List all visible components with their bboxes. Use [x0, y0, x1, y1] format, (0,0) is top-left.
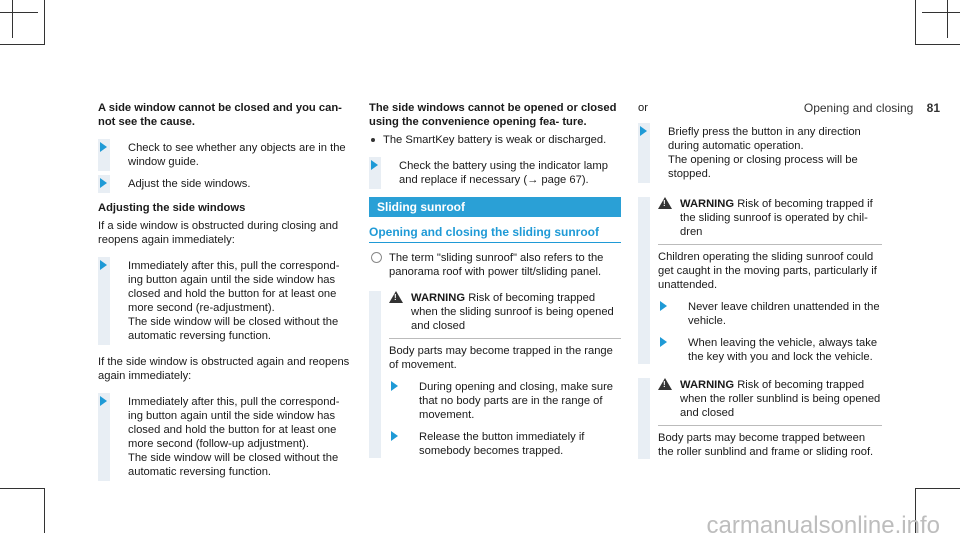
warning-label: WARNING: [680, 379, 735, 391]
crop-mark: [922, 12, 960, 13]
warning-box-children: [638, 197, 882, 364]
note-text: The term "sliding sunroof" also refers to the panorama roof with power tilt/sliding panel.: [389, 252, 604, 278]
warning-title: [389, 291, 621, 333]
crop-mark: [915, 488, 960, 489]
step-text: Check the battery using the indicator lamp and replace if necessary (→ page 67).: [399, 160, 608, 186]
warning-label: WARNING: [680, 198, 735, 210]
crop-mark: [915, 44, 960, 45]
warning-body: Body parts may become trapped between the roller sunblind and frame or sliding roof.: [658, 425, 882, 459]
heading-cannot-close: A side window cannot be closed and you can- not see the cause.: [98, 102, 342, 128]
step-arrow-icon: [640, 126, 647, 136]
warning-step-opening: [389, 380, 621, 422]
warning-box-sunblind: [638, 378, 882, 459]
step-result-text: The side window will be closed without the automatic reversing function.: [128, 452, 339, 478]
crop-mark: [44, 0, 45, 45]
warning-title: [658, 378, 882, 420]
crop-mark: [44, 488, 45, 533]
column-2: [369, 101, 621, 472]
crop-mark: [0, 488, 45, 489]
heading-convenience-opening: The side windows cannot be opened or closed using the convenience opening fea- ture.: [369, 102, 617, 128]
step-arrow-icon: [100, 178, 107, 188]
warning-label: WARNING: [411, 292, 466, 304]
step-text: During opening and closing, make sure that no body parts are in the range of movement.: [419, 381, 614, 421]
section-bar-sliding-sunroof: Sliding sunroof: [369, 197, 621, 217]
step-arrow-icon: [100, 142, 107, 152]
or-text: or: [638, 102, 648, 114]
warning-step-never-leave: [658, 300, 882, 328]
step-check-battery: [369, 159, 621, 187]
step-arrow-icon: [660, 301, 667, 311]
crop-mark: [12, 0, 13, 38]
warning-triangle-icon: [658, 197, 672, 209]
column-1: [98, 101, 353, 487]
step-adjust-windows: [98, 177, 353, 191]
paragraph-obstructed: If a side window is obstructed during closing and reopens again immediately:: [98, 220, 339, 246]
page-number: 81: [926, 101, 940, 115]
warning-box-sunroof: [369, 291, 621, 458]
step-text: Immediately after this, pull the correspond- ing button again until the side window has closed and hold the button for at least one more second (follow-up adjustment).: [128, 396, 340, 450]
note-sliding-sunroof: [369, 251, 621, 279]
step-text: When leaving the vehicle, always take the key with you and lock the vehicle.: [688, 337, 878, 363]
bullet-text: The SmartKey battery is weak or discharged.: [383, 134, 607, 146]
subheading-opening-closing: Opening and closing the sliding sunroof: [369, 225, 621, 243]
step-follow-up-adjustment: [98, 395, 353, 479]
bullet-smartkey: [369, 133, 621, 147]
warning-body: Body parts may become trapped in the range of movement.: [389, 338, 621, 372]
warning-title: [658, 197, 882, 239]
warning-triangle-icon: [389, 291, 403, 303]
warning-title-text: Risk of becoming trapped when the sliding sunroof is being opened and closed: [411, 292, 614, 332]
step-arrow-icon: [660, 337, 667, 347]
note-gear-icon: [371, 252, 382, 263]
crop-mark: [947, 0, 948, 38]
warning-triangle-icon: [658, 378, 672, 390]
column-3: [638, 101, 882, 473]
watermark-text: carmanualsonline.info: [706, 512, 940, 533]
step-arrow-icon: [100, 260, 107, 270]
step-text: Adjust the side windows.: [128, 178, 251, 190]
step-press-button: [638, 125, 882, 181]
paragraph-obstructed-again: If the side window is obstructed again and reopens again immediately:: [98, 356, 350, 382]
crop-mark: [0, 12, 38, 13]
step-result-text: The side window will be closed without the automatic reversing function.: [128, 316, 339, 342]
warning-title-text: Risk of becoming trapped when the roller sunblind is being opened and closed: [680, 379, 881, 419]
step-arrow-icon: [100, 396, 107, 406]
step-text: Release the button immediately if somebody becomes trapped.: [419, 431, 585, 457]
warning-body: Children operating the sliding sunroof could get caught in the moving parts, particularly if unattended.: [658, 244, 882, 292]
warning-step-take-key: [658, 336, 882, 364]
warning-title-text: Risk of becoming trapped if the sliding sunroof is operated by chil- dren: [680, 198, 873, 238]
step-text: Briefly press the button in any direction during automatic operation.: [668, 126, 861, 152]
step-arrow-icon: [391, 381, 398, 391]
step-check-objects: [98, 141, 353, 169]
section-title: Opening and closing: [803, 101, 914, 115]
step-text: Immediately after this, pull the correspond- ing button again until the side window has closed and hold the button for at least one more second (re-adjustment).: [128, 260, 340, 314]
step-arrow-icon: [391, 431, 398, 441]
crop-mark: [0, 44, 45, 45]
step-text: Never leave children unattended in the vehicle.: [688, 301, 880, 327]
heading-adjusting: Adjusting the side windows: [98, 202, 246, 214]
warning-step-release: [389, 430, 621, 458]
crop-mark: [915, 0, 916, 45]
step-re-adjustment: [98, 259, 353, 343]
step-text: Check to see whether any objects are in the window guide.: [128, 142, 346, 168]
step-result-text: The opening or closing process will be stopped.: [668, 154, 858, 180]
step-arrow-icon: [371, 160, 378, 170]
